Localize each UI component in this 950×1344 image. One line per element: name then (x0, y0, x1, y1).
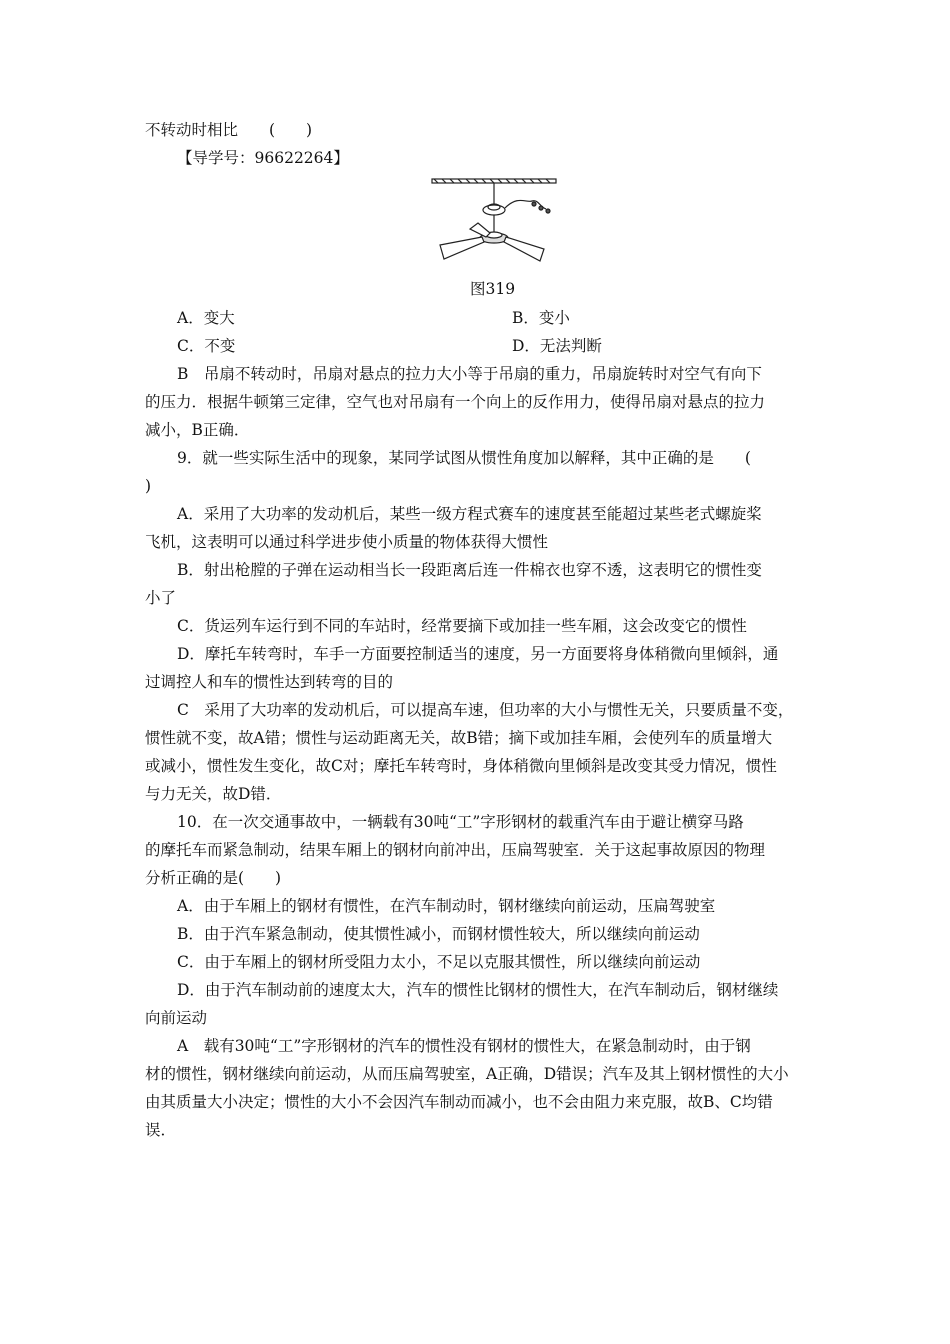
q10-option-c: C．由于车厢上的钢材所受阻力太小，不足以克服其惯性，所以继续向前运动 (177, 953, 701, 971)
q10-stem-line-1: 10．在一次交通事故中，一辆载有30吨“工”字形钢材的载重汽车由于避让横穿马路 (177, 813, 744, 831)
q8-answer-line-1: B 吊扇不转动时，吊扇对悬点的拉力大小等于吊扇的重力，吊扇旋转时对空气有向下 (177, 365, 762, 383)
q9-stem-line-1: 9．就一些实际生活中的现象，某同学试图从惯性角度加以解释，其中正确的是 ( (177, 449, 751, 467)
q8-option-b: B．变小 (512, 309, 570, 327)
q8-option-c: C．不变 (177, 337, 236, 355)
q8-answer-line-2: 的压力．根据牛顿第三定律，空气也对吊扇有一个向上的反作用力，使得吊扇对悬点的拉力 (145, 393, 766, 411)
q9-option-d-line-2: 过调控人和车的惯性达到转弯的目的 (145, 673, 394, 691)
q8-answer-line-3: 减小，B正确． (145, 421, 250, 439)
q10-answer-line-4: 误． (145, 1121, 177, 1139)
q10-stem-line-3: 分析正确的是( ) (145, 869, 282, 887)
figure-caption: 图319 (470, 280, 516, 298)
q9-answer-line-2: 惯性就不变，故A错；惯性与运动距离无关，故B错；摘下或加挂车厢，会使列车的质量增大 (145, 729, 773, 747)
q10-stem-line-2: 的摩托车而紧急制动，结果车厢上的钢材向前冲出，压扁驾驶室．关于这起事故原因的物理 (145, 841, 766, 859)
q10-option-d-line-1: D．由于汽车制动前的速度太大，汽车的惯性比钢材的惯性大，在汽车制动后，钢材继续 (177, 981, 779, 999)
q9-option-b-line-2: 小了 (145, 589, 177, 607)
question-8-stem-tail: 不转动时相比 ( ) (145, 121, 313, 139)
q10-option-b: B．由于汽车紧急制动，使其惯性减小，而钢材惯性较大，所以继续向前运动 (177, 925, 700, 943)
q9-answer-line-3: 或减小，惯性发生变化，故C对；摩托车转弯时，身体稍微向里倾斜是改变其受力情况，惯性 (145, 757, 777, 775)
q9-stem-line-2: ) (145, 477, 152, 495)
q9-option-b-line-1: B．射出枪膛的子弹在运动相当长一段距离后连一件棉衣也穿不透，这表明它的惯性变 (177, 561, 762, 579)
q9-answer-line-4: 与力无关，故D错． (145, 785, 282, 803)
guide-number: 【导学号：96622264】 (177, 149, 349, 167)
q10-answer-line-1: A 载有30吨“工”字形钢材的汽车的惯性没有钢材的惯性大，在紧急制动时，由于钢 (177, 1037, 751, 1055)
q10-answer-line-3: 由其质量大小决定；惯性的大小不会因汽车制动而减小，也不会由阻力来克服，故B、C均错 (145, 1093, 773, 1111)
q9-answer-line-1: C 采用了大功率的发动机后，可以提高车速，但功率的大小与惯性无关，只要质量不变， (177, 701, 794, 719)
q10-option-a: A．由于车厢上的钢材有惯性，在汽车制动时，钢材继续向前运动，压扁驾驶室 (177, 897, 716, 915)
q9-option-d-line-1: D．摩托车转弯时，车手一方面要控制适当的速度，另一方面要将身体稍微向里倾斜，通 (177, 645, 779, 663)
q9-option-c: C．货运列车运行到不同的车站时，经常要摘下或加挂一些车厢，这会改变它的惯性 (177, 617, 747, 635)
q10-answer-line-2: 材的惯性，钢材继续向前运动，从而压扁驾驶室，A正确，D错误；汽车及其上钢材惯性的大小 (145, 1065, 789, 1083)
q9-option-a-line-1: A．采用了大功率的发动机后，某些一级方程式赛车的速度甚至能超过某些老式螺旋桨 (177, 505, 762, 523)
q8-option-a: A．变大 (177, 309, 235, 327)
q10-option-d-line-2: 向前运动 (145, 1009, 208, 1027)
q9-option-a-line-2: 飞机，这表明可以通过科学进步使小质量的物体获得大惯性 (145, 533, 549, 551)
q8-option-d: D．无法判断 (512, 337, 602, 355)
ceiling-fan-figure (430, 175, 560, 275)
